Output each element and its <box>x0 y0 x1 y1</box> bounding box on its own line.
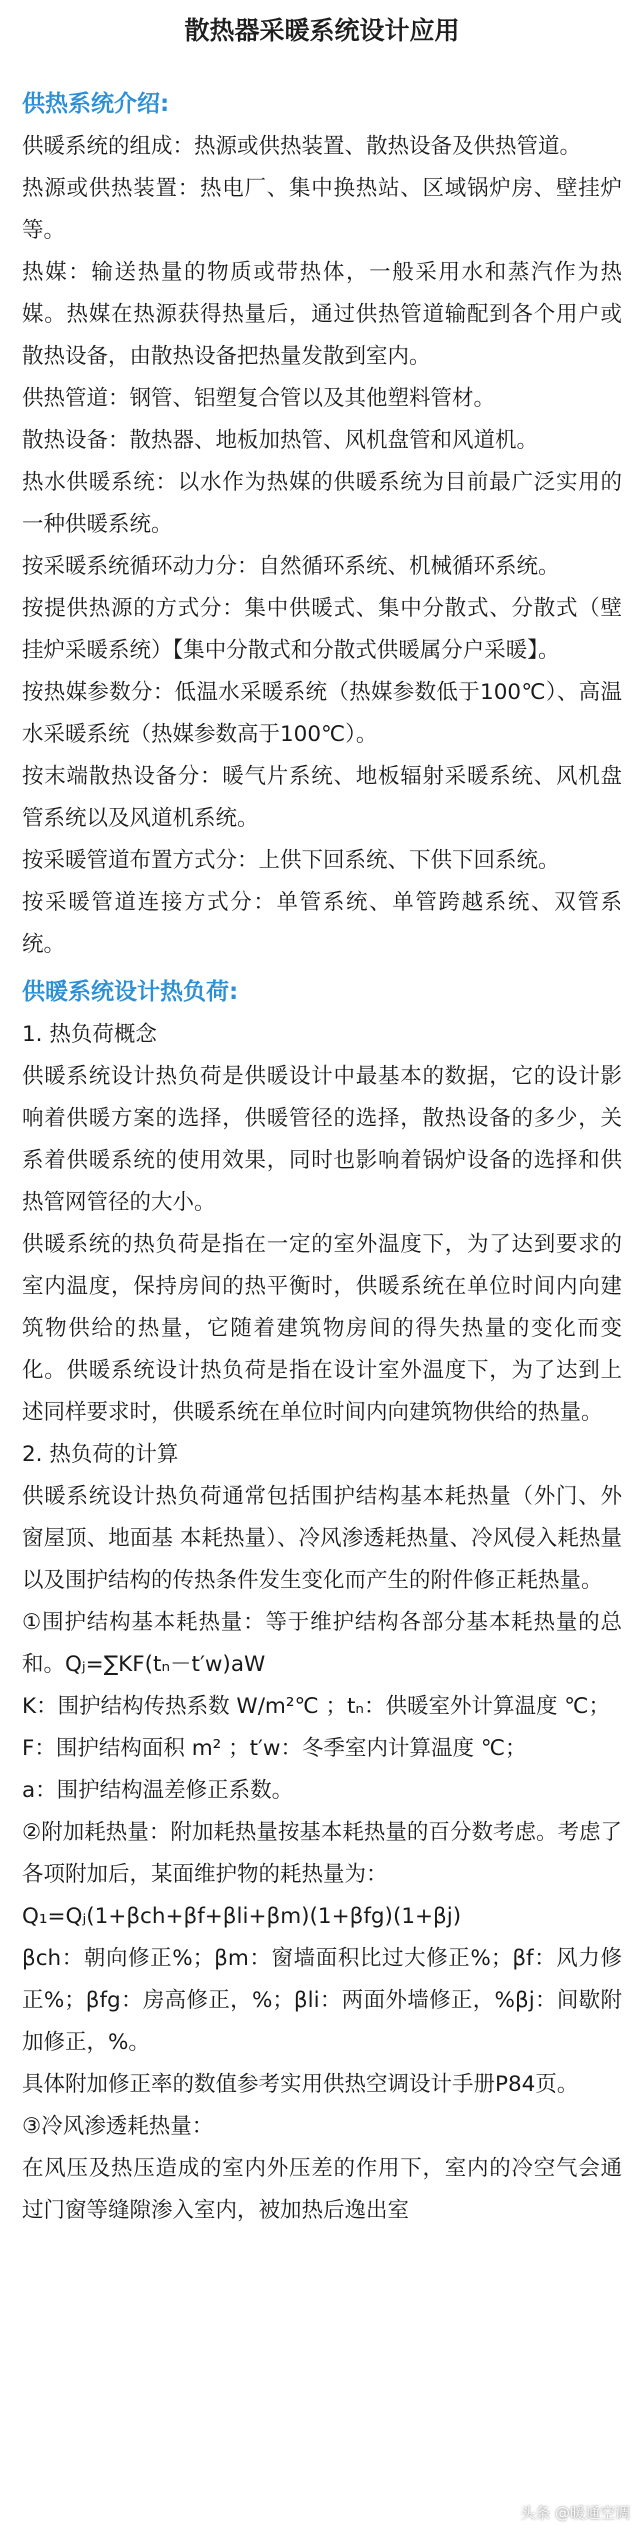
paragraph: 供暖系统设计热负荷通常包括围护结构基本耗热量（外门、外窗屋顶、地面基 本耗热量）、冷风渗透耗热量、冷风侵入耗热量以及围护结构的传热条件发生变化而产生的附件修正耗热量。 <box>22 1484 622 1593</box>
paragraph: 2. 热负荷的计算 <box>22 1442 179 1467</box>
paragraph: 按热媒参数分：低温水采暖系统（热媒参数低于100℃）、高温水采暖系统（热媒参数高于100℃）。 <box>22 680 622 747</box>
paragraph: 供暖系统设计热负荷是供暖设计中最基本的数据，它的设计影响着供暖方案的选择，供暖管径的选择，散热设备的多少，关系着供暖系统的使用效果，同时也影响着锅炉设备的选择和供热管网管径的大小。 <box>22 1064 622 1215</box>
paragraph: 按采暖系统循环动力分：自然循环系统、机械循环系统。 <box>22 554 560 579</box>
paragraph: 具体附加修正率的数值参考实用供热空调设计手册P84页。 <box>22 2072 579 2097</box>
paragraph: 在风压及热压造成的室内外压差的作用下，室内的冷空气会通过门窗等缝隙渗入室内，被加热后逸出室 <box>22 2156 622 2223</box>
watermark: 头条 @暖通空调 <box>520 2504 630 2522</box>
paragraph: ③冷风渗透耗热量： <box>22 2114 214 2139</box>
paragraph: 散热设备：散热器、地板加热管、风机盘管和风道机。 <box>22 428 539 453</box>
section-heading: 供热系统介绍: <box>22 91 170 117</box>
article-title: 散热器采暖系统设计应用 <box>184 16 460 45</box>
paragraph: ②附加耗热量：附加耗热量按基本耗热量的百分数考虑。考虑了各项附加后，某面维护物的耗热量为： <box>22 1820 622 1887</box>
section-heading: 供暖系统设计热负荷: <box>22 979 239 1005</box>
paragraph: 1. 热负荷概念 <box>22 1022 157 1047</box>
paragraph: 热水供暖系统：以水作为热媒的供暖系统为目前最广泛实用的一种供暖系统。 <box>22 470 622 537</box>
section-design-heat-load <box>22 976 622 2232</box>
formula: Q₁=Qⱼ(1+βch+βf+βli+βm)(1+βfg)(1+βj) <box>22 1904 462 1929</box>
paragraph: F：围护结构面积 m² ；t′w：冬季室内计算温度 ℃； <box>22 1736 527 1761</box>
paragraph: 供热管道：钢管、铝塑复合管以及其他塑料管材。 <box>22 386 496 411</box>
paragraph: 按末端散热设备分：暖气片系统、地板辐射采暖系统、风机盘管系统以及风道机系统。 <box>22 764 622 831</box>
paragraph: βch：朝向修正%；βm：窗墙面积比过大修正%；βf：风力修正%；βfg：房高修正，%；βli：两面外墙修正，%βj：间歇附加修正，%。 <box>22 1946 622 2055</box>
paragraph: K：围护结构传热系数 W/m²℃ ；tₙ：供暖室外计算温度 ℃； <box>22 1694 610 1719</box>
paragraph: 按采暖管道布置方式分：上供下回系统、下供下回系统。 <box>22 848 560 873</box>
section-heating-system-intro <box>22 88 622 966</box>
paragraph: 按提供热源的方式分：集中供暖式、集中分散式、分散式（壁挂炉采暖系统）【集中分散式和分散式供暖属分户采暖】。 <box>22 596 622 663</box>
paragraph: 供暖系统的热负荷是指在一定的室外温度下，为了达到要求的室内温度，保持房间的热平衡时，供暖系统在单位时间内向建筑物供给的热量，它随着建筑物房间的得失热量的变化而变化。供暖系统设计热负荷是指在设计室外温度下，为了达到上述同样要求时，供暖系统在单位时间内向建筑物供给的热量。 <box>22 1232 622 1425</box>
paragraph: 供暖系统的组成：热源或供热装置、散热设备及供热管道。 <box>22 134 582 159</box>
paragraph: 按采暖管道连接方式分：单管系统、单管跨越系统、双管系统。 <box>22 890 622 957</box>
paragraph: 热源或供热装置：热电厂、集中换热站、区域锅炉房、壁挂炉等。 <box>22 176 622 243</box>
paragraph: ①围护结构基本耗热量：等于维护结构各部分基本耗热量的总和。Qⱼ=∑KF(tₙ－t′w)aW <box>22 1610 622 1677</box>
paragraph: a：围护结构温差修正系数。 <box>22 1778 294 1803</box>
paragraph: 热媒：输送热量的物质或带热体，一般采用水和蒸汽作为热媒。热媒在热源获得热量后，通过供热管道输配到各个用户或散热设备，由散热设备把热量发散到室内。 <box>22 260 622 369</box>
